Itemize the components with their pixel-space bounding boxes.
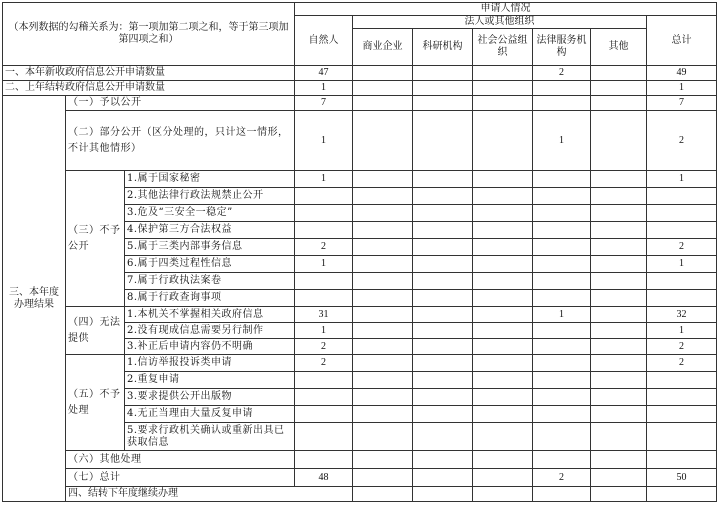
cell-total: 1	[647, 171, 717, 188]
cell-total	[647, 372, 717, 389]
row-label: 四、结转下年度继续办理	[66, 487, 353, 502]
cell-social	[473, 111, 533, 171]
cell-research	[413, 372, 473, 389]
cell-social	[473, 239, 533, 256]
cell-other	[591, 323, 647, 339]
group5-label: （五）不予处理	[66, 355, 125, 451]
cell-commercial	[353, 273, 413, 290]
cell-social	[473, 355, 533, 372]
cell-other	[591, 222, 647, 239]
cell-total: 1	[647, 323, 717, 339]
cell-commercial	[353, 111, 413, 171]
cell-other	[591, 66, 647, 81]
cell-total: 2	[647, 111, 717, 171]
cell-research	[413, 339, 473, 355]
cell-social	[473, 96, 533, 111]
cell-natural: 1	[295, 81, 353, 96]
cell-total: 2	[647, 339, 717, 355]
cell-commercial	[353, 307, 413, 323]
cell-research	[413, 239, 473, 256]
header-applicant-situation: 申请人情况	[295, 3, 717, 16]
cell-social	[473, 406, 533, 423]
group4-label: （四）无法提供	[66, 307, 125, 355]
cell-legal	[533, 372, 591, 389]
cell-other	[591, 239, 647, 256]
cell-commercial	[353, 339, 413, 355]
cell-social	[533, 487, 591, 502]
cell-legal	[533, 339, 591, 355]
cell-legal: 2	[533, 469, 591, 487]
cell-legal	[533, 188, 591, 205]
table-row	[3, 487, 717, 502]
cell-commercial	[353, 423, 413, 451]
cell-legal	[533, 323, 591, 339]
row-label: 8.属于行政查询事项	[125, 290, 295, 307]
application-statistics-table	[2, 2, 717, 502]
table-row	[3, 96, 717, 111]
header-commercial: 商业企业	[353, 29, 413, 66]
cell-natural: 47	[295, 66, 353, 81]
cell-commercial	[353, 323, 413, 339]
cell-research	[413, 355, 473, 372]
cell-total	[647, 451, 717, 469]
cell-natural	[295, 273, 353, 290]
cell-social	[473, 451, 533, 469]
cell-commercial	[353, 222, 413, 239]
cell-social	[473, 188, 533, 205]
row-label: 1.本机关不掌握相关政府信息	[125, 307, 295, 323]
cell-natural: 2	[295, 355, 353, 372]
cell-natural: 1	[295, 111, 353, 171]
cell-natural	[295, 205, 353, 222]
group3-label: （三）不予公开	[66, 171, 125, 307]
table-row	[3, 111, 717, 171]
cell-commercial	[353, 205, 413, 222]
cell-other	[591, 372, 647, 389]
row-label: 一、本年新收政府信息公开申请数量	[3, 66, 295, 81]
cell-social	[473, 66, 533, 81]
cell-other	[591, 451, 647, 469]
cell-research	[413, 273, 473, 290]
cell-legal	[533, 96, 591, 111]
cell-commercial	[353, 406, 413, 423]
row-label: 4.保护第三方合法权益	[125, 222, 295, 239]
cell-research	[413, 451, 473, 469]
cell-other	[591, 171, 647, 188]
cell-commercial	[353, 81, 413, 96]
header-note: （本列数据的勾稽关系为：第一项加第二项之和，等于第三项加第四项之和）	[3, 3, 295, 66]
cell-natural: 1	[295, 171, 353, 188]
cell-legal	[533, 423, 591, 451]
cell-other	[591, 96, 647, 111]
cell-total	[647, 423, 717, 451]
cell-total	[647, 222, 717, 239]
row-label: （一）予以公开	[66, 96, 295, 111]
header-legal-or-other: 法人或其他组织	[353, 16, 647, 29]
table-row	[3, 451, 717, 469]
cell-other	[591, 339, 647, 355]
table-row	[3, 355, 717, 372]
cell-research	[413, 96, 473, 111]
cell-commercial	[353, 389, 413, 406]
cell-commercial	[353, 239, 413, 256]
row-label: （六）其他处理	[66, 451, 295, 469]
cell-social	[473, 273, 533, 290]
cell-natural: 31	[295, 307, 353, 323]
table-row	[3, 171, 717, 188]
cell-legal	[533, 222, 591, 239]
cell-commercial	[353, 372, 413, 389]
cell-commercial	[413, 487, 473, 502]
table-row	[3, 469, 717, 487]
row-label: 2.没有现成信息需要另行制作	[125, 323, 295, 339]
cell-legal	[533, 205, 591, 222]
row-label: 3.要求提供公开出版物	[125, 389, 295, 406]
cell-other	[591, 469, 647, 487]
cell-other	[591, 205, 647, 222]
cell-legal	[591, 487, 647, 502]
cell-social	[473, 469, 533, 487]
row-label: 4.无正当理由大量反复申请	[125, 406, 295, 423]
cell-research	[413, 406, 473, 423]
cell-research	[473, 487, 533, 502]
row-label: 2.重复申请	[125, 372, 295, 389]
cell-commercial	[353, 451, 413, 469]
cell-natural	[353, 487, 413, 502]
cell-natural	[295, 372, 353, 389]
row-label: 6.属于四类过程性信息	[125, 256, 295, 273]
cell-total: 2	[647, 239, 717, 256]
cell-legal	[533, 406, 591, 423]
cell-total: 1	[647, 81, 717, 96]
cell-total	[647, 273, 717, 290]
cell-total	[647, 406, 717, 423]
cell-legal	[533, 239, 591, 256]
cell-commercial	[353, 355, 413, 372]
cell-research	[413, 222, 473, 239]
header-legal-service: 法律服务机构	[533, 29, 591, 66]
section3-label: 三、本年度办理结果	[3, 96, 66, 502]
cell-legal	[533, 273, 591, 290]
cell-social	[473, 323, 533, 339]
cell-total: 2	[647, 355, 717, 372]
cell-commercial	[353, 188, 413, 205]
cell-other	[591, 406, 647, 423]
cell-natural	[295, 406, 353, 423]
row-label: 1.信访举报投诉类申请	[125, 355, 295, 372]
header-total: 总计	[647, 16, 717, 66]
row-label: 7.属于行政执法案卷	[125, 273, 295, 290]
cell-natural: 1	[295, 323, 353, 339]
cell-other	[647, 487, 717, 502]
cell-legal	[533, 290, 591, 307]
cell-other	[591, 81, 647, 96]
table-row	[3, 66, 717, 81]
cell-other	[591, 307, 647, 323]
cell-natural	[295, 290, 353, 307]
header-other: 其他	[591, 29, 647, 66]
table-row	[3, 307, 717, 323]
table-row	[3, 81, 717, 96]
cell-research	[413, 171, 473, 188]
row-label: 5.属于三类内部事务信息	[125, 239, 295, 256]
cell-other	[591, 188, 647, 205]
cell-other	[591, 273, 647, 290]
row-label: 1.属于国家秘密	[125, 171, 295, 188]
cell-research	[413, 111, 473, 171]
cell-total: 32	[647, 307, 717, 323]
cell-total	[647, 188, 717, 205]
cell-commercial	[353, 66, 413, 81]
cell-social	[473, 171, 533, 188]
cell-other	[591, 355, 647, 372]
cell-legal: 1	[533, 111, 591, 171]
cell-total: 50	[647, 469, 717, 487]
cell-commercial	[353, 469, 413, 487]
cell-natural: 48	[295, 469, 353, 487]
cell-natural: 7	[295, 96, 353, 111]
cell-other	[591, 389, 647, 406]
cell-research	[413, 256, 473, 273]
cell-research	[413, 290, 473, 307]
header-social-welfare: 社会公益组织	[473, 29, 533, 66]
cell-research	[413, 389, 473, 406]
cell-other	[591, 256, 647, 273]
cell-social	[473, 222, 533, 239]
cell-social	[473, 290, 533, 307]
row-label: 3.补正后申请内容仍不明确	[125, 339, 295, 355]
cell-total: 7	[647, 96, 717, 111]
cell-legal	[533, 171, 591, 188]
cell-research	[413, 66, 473, 81]
cell-total	[647, 389, 717, 406]
cell-research	[413, 423, 473, 451]
cell-social	[473, 389, 533, 406]
row-label: 二、上年结转政府信息公开申请数量	[3, 81, 295, 96]
cell-legal	[533, 81, 591, 96]
cell-natural: 2	[295, 339, 353, 355]
cell-legal: 1	[533, 307, 591, 323]
cell-commercial	[353, 290, 413, 307]
cell-social	[473, 372, 533, 389]
cell-research	[413, 323, 473, 339]
row-label: （二）部分公开（区分处理的，只计这一情形，不计其他情形）	[66, 111, 295, 171]
cell-commercial	[353, 171, 413, 188]
cell-natural	[295, 451, 353, 469]
cell-total	[647, 290, 717, 307]
cell-research	[413, 205, 473, 222]
cell-social	[473, 81, 533, 96]
header-research: 科研机构	[413, 29, 473, 66]
cell-commercial	[353, 256, 413, 273]
cell-legal: 2	[533, 66, 591, 81]
cell-social	[473, 307, 533, 323]
cell-natural	[295, 389, 353, 406]
cell-social	[473, 423, 533, 451]
cell-social	[473, 205, 533, 222]
cell-research	[413, 469, 473, 487]
cell-natural	[295, 188, 353, 205]
cell-total: 1	[647, 256, 717, 273]
cell-total	[647, 205, 717, 222]
cell-research	[413, 307, 473, 323]
cell-total: 49	[647, 66, 717, 81]
cell-other	[591, 290, 647, 307]
cell-legal	[533, 256, 591, 273]
row-label: （七）总计	[66, 469, 295, 487]
row-label: 2.其他法律行政法规禁止公开	[125, 188, 295, 205]
cell-legal	[533, 451, 591, 469]
cell-other	[591, 423, 647, 451]
cell-legal	[533, 355, 591, 372]
row-label: 3.危及“三安全一稳定”	[125, 205, 295, 222]
cell-natural	[295, 222, 353, 239]
header-natural-person: 自然人	[295, 16, 353, 66]
cell-other	[591, 111, 647, 171]
cell-legal	[533, 389, 591, 406]
cell-natural: 2	[295, 239, 353, 256]
cell-natural	[295, 423, 353, 451]
cell-natural: 1	[295, 256, 353, 273]
cell-research	[413, 81, 473, 96]
cell-commercial	[353, 96, 413, 111]
cell-research	[413, 188, 473, 205]
row-label: 5.要求行政机关确认或重新出具已获取信息	[125, 423, 295, 451]
cell-social	[473, 339, 533, 355]
cell-social	[473, 256, 533, 273]
